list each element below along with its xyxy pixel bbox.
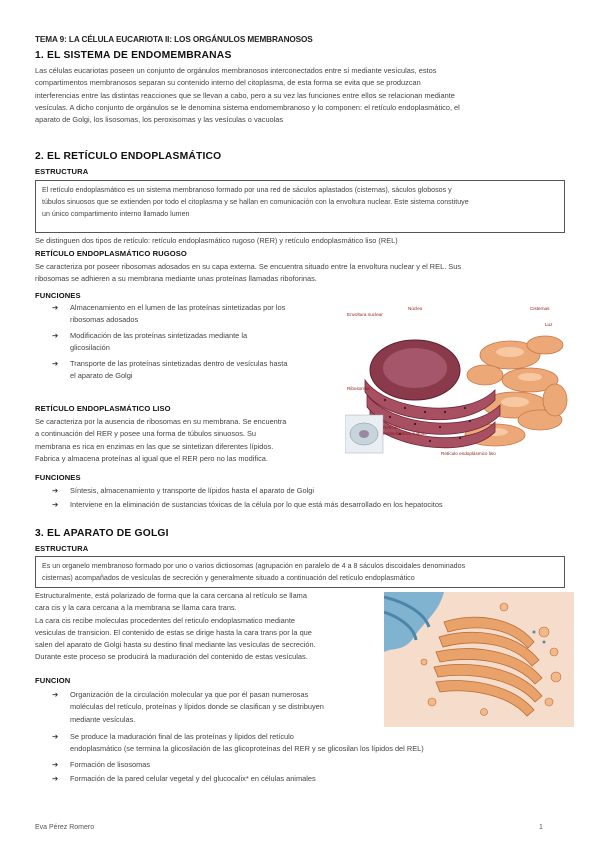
rel-funciones-heading: FUNCIONES — [35, 473, 81, 482]
er-diagram-svg — [345, 300, 570, 465]
rer-text: Se caracteriza por poseer ribosomas adosados en su capa externa. Se encuentra situado entre la envoltura nuclear y el REL. Sus ribosomas se adhieren a su membrana mediante unas proteínas llamadas riboforinas. — [35, 262, 462, 284]
label-ribosomas: Ribosomas — [347, 386, 370, 391]
page-topic: TEMA 9: LA CÉLULA EUCARIOTA II: LOS ORGÁNULOS MEMBRANOSOS — [35, 35, 313, 44]
section-1-title: 1. EL SISTEMA DE ENDOMEMBRANAS — [35, 50, 232, 61]
arrow-icon: ➔ — [52, 331, 59, 340]
arrow-icon: ➔ — [52, 774, 59, 783]
section-3-estructura: ESTRUCTURA — [35, 544, 89, 553]
golgi-funcion-heading: FUNCION — [35, 676, 71, 685]
golgi-illustration — [384, 592, 574, 727]
label-cisternas: Cisternas — [530, 306, 550, 311]
rel-text: Se caracteriza por la ausencia de ribosomas en su membrana. Se encuentra a continuación del RER y posee una forma de túbulos sinuosos. Su membrana es rica en enzimas en las que se sintetizan diferentes lípidos. Fabrica y almacena proteínas al igual que el RER pero no las modifica. — [35, 417, 287, 463]
arrow-icon: ➔ — [52, 760, 59, 769]
rel-bullet-1: ➔ Síntesis, almacenamiento y transporte de lípidos hasta el aparato de Golgi — [70, 485, 570, 497]
rer-bullet-3: ➔ Transporte de las proteínas sintetizadas dentro de vesículas hasta el aparato de Golgi — [52, 359, 288, 381]
section-2-title: 2. EL RETÍCULO ENDOPLASMÁTICO — [35, 151, 222, 162]
rel-bullet-2: ➔ Interviene en la eliminación de sustancias tóxicas de la célula por lo que está más desarrollado en los hepatocitos — [70, 499, 580, 511]
rer-funciones-heading: FUNCIONES — [35, 291, 81, 300]
golgi-bullet-2: ➔ Se produce la maduración final de las proteínas y lípidos del retículo endoplasmático (se termina la glicosilación de las glicoproteínas del RER y se glicosilan los lípidos del REL) — [52, 732, 424, 754]
arrow-icon: ➔ — [52, 690, 59, 699]
rer-bullet-2: ➔ Modificación de las proteínas sintetizadas mediante la glicosilación — [52, 331, 248, 353]
label-rer-2: endoplásmico rugoso — [383, 431, 427, 436]
label-envoltura: Envoltura nuclear — [347, 312, 383, 317]
golgi-text: Estructuralmente, está polarizado de forma que la cara cercana al retículo se llama cara cis y la cara cercana a la membrana se llama cara trans. La cara cis recibe moleculas procedentes del reticulo endoplasmatico mediante vesiculas de transicion. El contenido de estas se dirige hasta la cara trans por la que salen del aparato de Golgi hasta su destino final mediante las vesículas de secreción. Durante este proceso se producirá la maduración del contenido de estas vesículas. — [35, 591, 316, 662]
golgi-bullet-4: ➔ Formación de la pared celular vegetal y del glucocalix* en células animales — [70, 773, 520, 785]
footer-page-number: 1 — [539, 824, 543, 831]
arrow-icon: ➔ — [52, 486, 59, 495]
label-nucleo: Núcleo — [408, 306, 423, 311]
arrow-icon: ➔ — [52, 359, 59, 368]
section-3-title: 3. EL APARATO DE GOLGI — [35, 528, 169, 539]
label-rer-1: Retículo — [383, 425, 400, 430]
rer-title: RETÍCULO ENDOPLASMÁTICO RUGOSO — [35, 249, 187, 258]
footer-author: Eva Pérez Romero — [35, 824, 95, 831]
golgi-definition-box: Es un organelo membranoso formado por uno o varios dictiosomas (agrupación en paralelo de 4 a 8 sáculos discoidales denominados cisternas) acompañados de vesículas de secreción y generalmente situado a continuación del retículo endoplasmático — [35, 556, 565, 588]
rer-bullet-1: ➔ Almacenamiento en el lumen de las proteínas sintetizadas por los ribosomas adosados — [52, 303, 286, 325]
er-definition-box: El retículo endoplasmático es un sistema membranoso formado por una red de sáculos aplastados (cisternas), sáculos globosos y túbulos sinuosos que se extienden por todo el citoplasma y se hallan en comunicación con la envoltura nuclear. Este sistema constituye un único compartimento interno llamado lumen — [35, 180, 565, 233]
er-illustration — [345, 300, 570, 465]
rel-title: RETÍCULO ENDOPLASMÁTICO LISO — [35, 404, 171, 413]
section-1-text: Las células eucariotas poseen un conjunto de orgánulos membranosos interconectados entre sí mediante vesículas, estos compartimentos membranosos separan su contenido interno del citoplasma, de esta forma se evita que se produzcan interferencias entre las distintas reacciones que se llevan a cabo, pero a su vez las funciones entre ellos se relacionan mediante vesículas. A dicho conjunto de orgánulos se le denomina sistema endomembranoso y lo componen: el retículo endoplasmático, el aparato de Golgi, los lisosomas, los peroxisomas y las vesículas o vacuolas — [35, 66, 460, 125]
golgi-bullet-1: ➔ Organización de la circulación molecular ya que por él pasan numerosas moléculas del retículo, proteínas y lípidos donde se clasifican y se distribuyen mediante vesículas. — [52, 690, 324, 724]
golgi-diagram-svg — [384, 592, 574, 727]
golgi-bullet-3: ➔ Formación de lisosomas — [70, 759, 470, 771]
section-2-estructura: ESTRUCTURA — [35, 167, 89, 176]
arrow-icon: ➔ — [52, 500, 59, 509]
er-types-text: Se distinguen dos tipos de retículo: retículo endoplasmático rugoso (RER) y retículo endoplasmático liso (REL) — [35, 236, 398, 245]
arrow-icon: ➔ — [52, 732, 59, 741]
label-luz: Luz — [545, 322, 553, 327]
label-rel: Retículo endoplásmico liso — [441, 451, 496, 456]
arrow-icon: ➔ — [52, 303, 59, 312]
